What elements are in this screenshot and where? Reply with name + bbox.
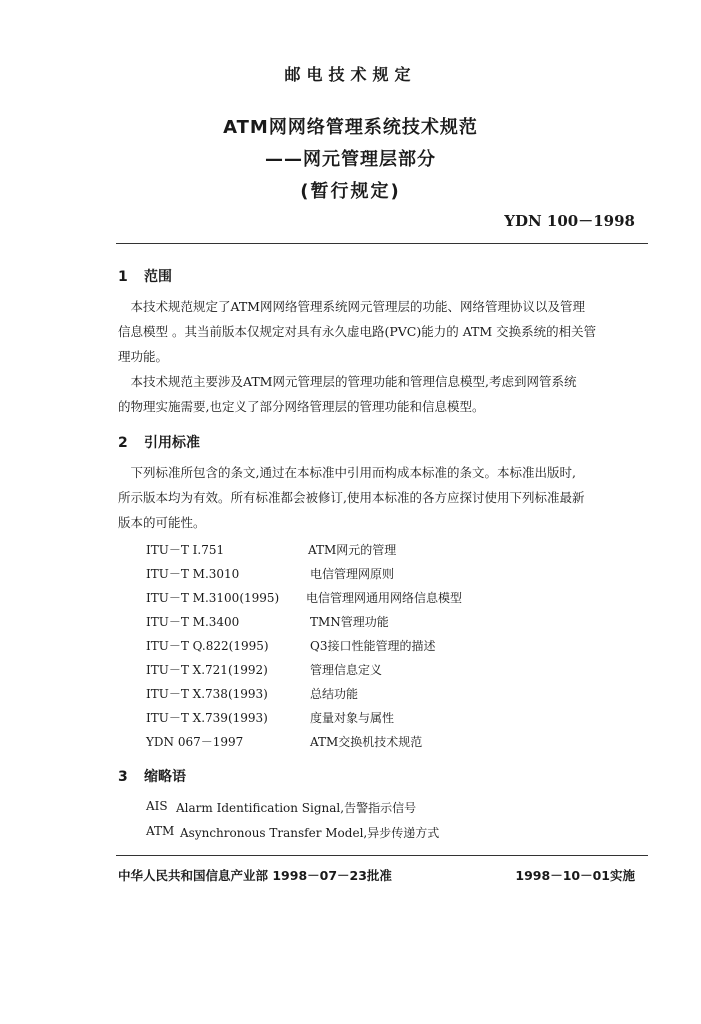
- document-title: ATM网网络管理系统技术规范: [223, 117, 478, 138]
- reference-title: ATM网元的管理: [308, 543, 397, 557]
- section-title: 范围: [144, 269, 172, 285]
- paragraph-line: 版本的可能性。: [118, 515, 206, 530]
- abbreviation-definition: Asynchronous Transfer Model,异步传递方式: [180, 826, 440, 840]
- approval-date: 中华人民共和国信息产业部 1998－07－23批准: [118, 868, 392, 883]
- paragraph-line: 理功能。: [118, 349, 169, 364]
- reference-code: ITU－T M.3100(1995): [146, 591, 280, 605]
- document-category: 邮电技术规定: [284, 65, 417, 84]
- reference-title: 管理信息定义: [310, 663, 383, 677]
- section-title: 引用标准: [144, 435, 200, 451]
- effective-date: 1998－10－01实施: [515, 868, 635, 883]
- reference-title: 度量对象与属性: [310, 711, 395, 725]
- reference-code: ITU－T I.751: [146, 543, 225, 557]
- section-heading-3: [118, 766, 186, 786]
- paragraph-line: 下列标准所包含的条文,通过在本标准中引用而构成本标准的条文。本标准出版时,: [118, 465, 576, 480]
- reference-code: ITU－T X.738(1993): [146, 687, 268, 701]
- reference-title: TMN管理功能: [310, 615, 389, 629]
- section-number: 3: [118, 769, 128, 785]
- reference-title: ATM交换机技术规范: [310, 735, 423, 749]
- paragraph-line: 本技术规范规定了ATM网网络管理系统网元管理层的功能、网络管理协议以及管理: [118, 299, 585, 314]
- paragraph-line: 所示版本均为有效。所有标准都会被修订,使用本标准的各方应探讨使用下列标准最新: [118, 490, 585, 505]
- paragraph-line: 信息模型 。其当前版本仅规定对具有永久虚电路(PVC)能力的 ATM 交换系统的相关管: [118, 324, 597, 339]
- reference-title: 总结功能: [310, 687, 359, 701]
- reference-code: ITU－T Q.822(1995): [146, 639, 269, 653]
- abbreviation-term: ATM: [146, 824, 175, 838]
- paragraph-line: 的物理实施需要,也定义了部分网络管理层的管理功能和信息模型。: [118, 399, 485, 414]
- section-title: 缩略语: [144, 769, 186, 785]
- abbreviation-term: AIS: [146, 799, 168, 813]
- reference-title: 电信管理网通用网络信息模型: [306, 591, 463, 605]
- reference-code: ITU－T X.739(1993): [146, 711, 268, 725]
- section-number: 2: [118, 435, 128, 451]
- reference-code: ITU－T M.3400: [146, 615, 240, 629]
- footer-divider: [116, 855, 648, 856]
- section-number: 1: [118, 269, 128, 285]
- reference-code: ITU－T M.3010: [146, 567, 240, 581]
- section-heading-2: [118, 432, 200, 452]
- section-heading-1: [118, 266, 172, 286]
- reference-title: Q3接口性能管理的描述: [310, 639, 436, 653]
- abbreviation-definition: Alarm Identification Signal,告警指示信号: [176, 801, 417, 815]
- reference-code: YDN 067－1997: [146, 735, 244, 749]
- document-subtitle: ——网元管理层部分: [265, 149, 436, 170]
- document-status: (暂行规定): [300, 181, 401, 202]
- header-divider: [116, 243, 648, 244]
- paragraph-line: 本技术规范主要涉及ATM网元管理层的管理功能和管理信息模型,考虑到网管系统: [118, 374, 577, 389]
- reference-code: ITU－T X.721(1992): [146, 663, 268, 677]
- reference-title: 电信管理网原则: [310, 567, 395, 581]
- standard-number: YDN 100－1998: [504, 212, 635, 230]
